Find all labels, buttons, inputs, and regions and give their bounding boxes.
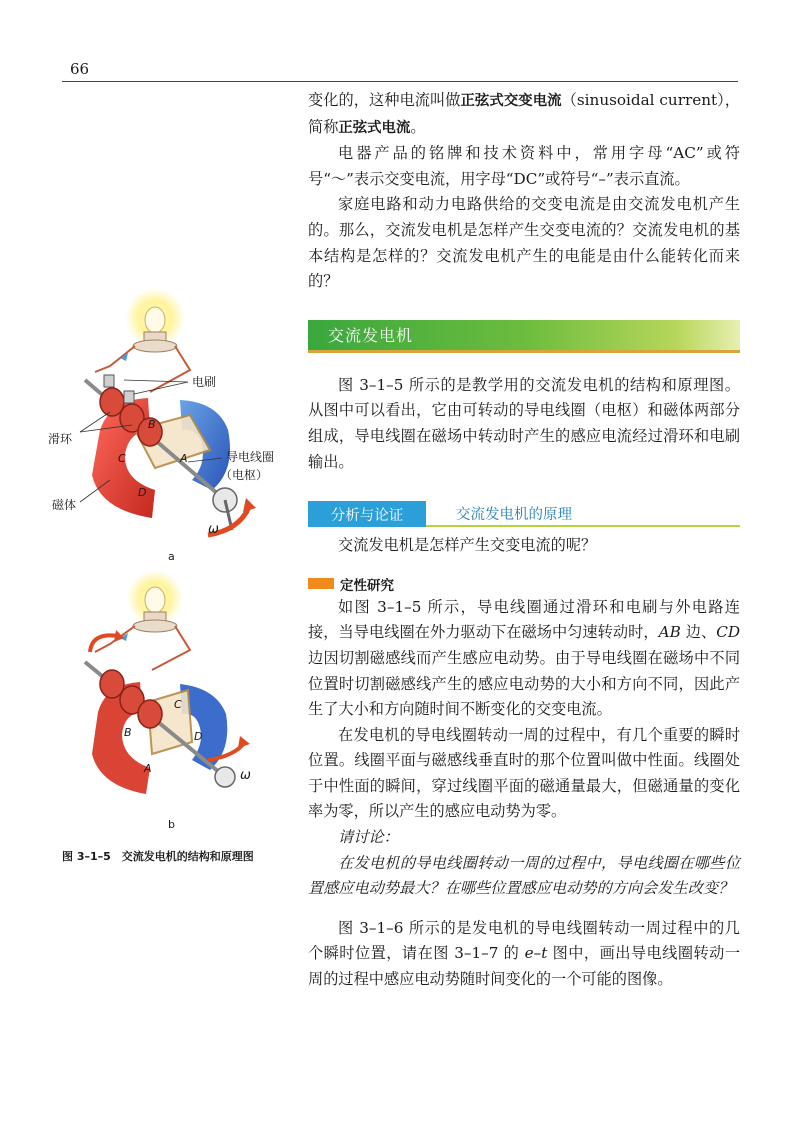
coil-label: 导电线圈 [226, 450, 275, 464]
letter-d-a: D [138, 486, 147, 499]
qualitative-heading: 定性研究 [308, 573, 740, 595]
qualitative-paragraph-2: 在发电机的导电线圈转动一周的过程中，有几个重要的瞬时位置。线圈平面与磁感线垂直时的那个位置叫做中性面。线圈处于中性面的瞬间，穿过线圈平面的磁通量最大，但磁通量的变化率为零，所以产生的感应电动势为零。 [308, 725, 740, 821]
letter-b-a: B [148, 418, 156, 431]
discuss-text: 在发电机的导电线圈转动一周的过程中，导电线圈在哪些位置感应电动势最大？在哪些位置感应电动势的方向会发生改变？ [308, 853, 740, 898]
page-number: 66 [70, 60, 90, 78]
term-sinusoidal-ac: 正弦式交变电流 [460, 93, 562, 109]
intro-paragraph-2: 电器产品的铭牌和技术资料中，常用字母“AC”或符号“～”表示交变电流，用字母“DC”或符号“–”表示直流。 [308, 144, 740, 188]
generator-diagram-a [40, 280, 302, 560]
subfigure-label-a: a [168, 550, 175, 563]
subfigure-label-b: b [168, 818, 175, 831]
analysis-question: 交流发电机是怎样产生交变电流的呢？ [338, 536, 597, 555]
brush-label: 电刷 [192, 375, 217, 389]
orange-marker-icon [308, 578, 334, 589]
letter-c-a: C [118, 452, 126, 465]
term-sinusoidal-current: 正弦式电流 [338, 119, 411, 136]
omega-a: ω [208, 522, 219, 537]
slip-ring-label: 滑环 [48, 432, 73, 446]
letter-d-b: D [194, 730, 203, 743]
analysis-tag: 分析与论证 [308, 501, 426, 527]
letter-b-b: B [124, 726, 132, 739]
section-paragraph-1: 图 3–1–5 所示的是教学用的交流发电机的结构和原理图。从图中可以看出，它由可转动的导电线圈（电枢）和磁体两部分组成，导电线圈在磁场中转动时产生的感应电流经过滑环和电刷输出。 [308, 375, 740, 471]
intro-paragraph-3: 家庭电路和动力电路供给的交变电流是由交流发电机产生的。那么，交流发电机是怎样产生交变电流的？交流发电机的基本结构是怎样的？交流发电机产生的电能是由什么能转化而来的？ [308, 195, 740, 291]
discuss-label: 请讨论： [338, 828, 399, 847]
armature-label: （电枢） [220, 468, 269, 482]
figure-3-1-5 [40, 280, 302, 900]
analysis-header [308, 501, 740, 527]
letter-c-b: C [174, 698, 182, 711]
generator-diagram-b [40, 572, 302, 812]
intro-paragraph-1: 变化的，这种电流叫做正弦式交变电流（sinusoidal current），简称正弦式电流。 [308, 91, 740, 136]
qualitative-paragraph-1: 如图 3–1–5 所示，导电线圈通过滑环和电刷与外电路连接，当导电线圈在外力驱动下在磁场中匀速转动时，AB 边、CD 边因切割磁感线而产生感应电动势。由于导电线圈在磁场中不同位置时切割磁感线产生的感应电动势的大小和方向不同，因此产生了大小和方向随时间不断变化的交变电流。 [308, 597, 741, 719]
analysis-topic: 交流发电机的原理 [426, 501, 740, 527]
letter-a-b: A [144, 762, 152, 775]
main-text [308, 88, 740, 993]
figure-caption: 图 3–1–5 交流发电机的结构和原理图 [62, 850, 254, 863]
section-header [308, 320, 740, 353]
header-rule [62, 81, 738, 82]
omega-b: ω [240, 768, 251, 783]
section-title: 交流发电机 [328, 326, 414, 346]
letter-a-a: A [180, 452, 188, 465]
qualitative-paragraph-3: 图 3–1–6 所示的是发电机的导电线圈转动一周过程中的几个瞬时位置，请在图 3–1–7 的 e–t 图中，画出导电线圈转动一周的过程中感应电动势随时间变化的一个可能的图像。 [308, 918, 741, 989]
magnet-label: 磁体 [52, 498, 77, 512]
